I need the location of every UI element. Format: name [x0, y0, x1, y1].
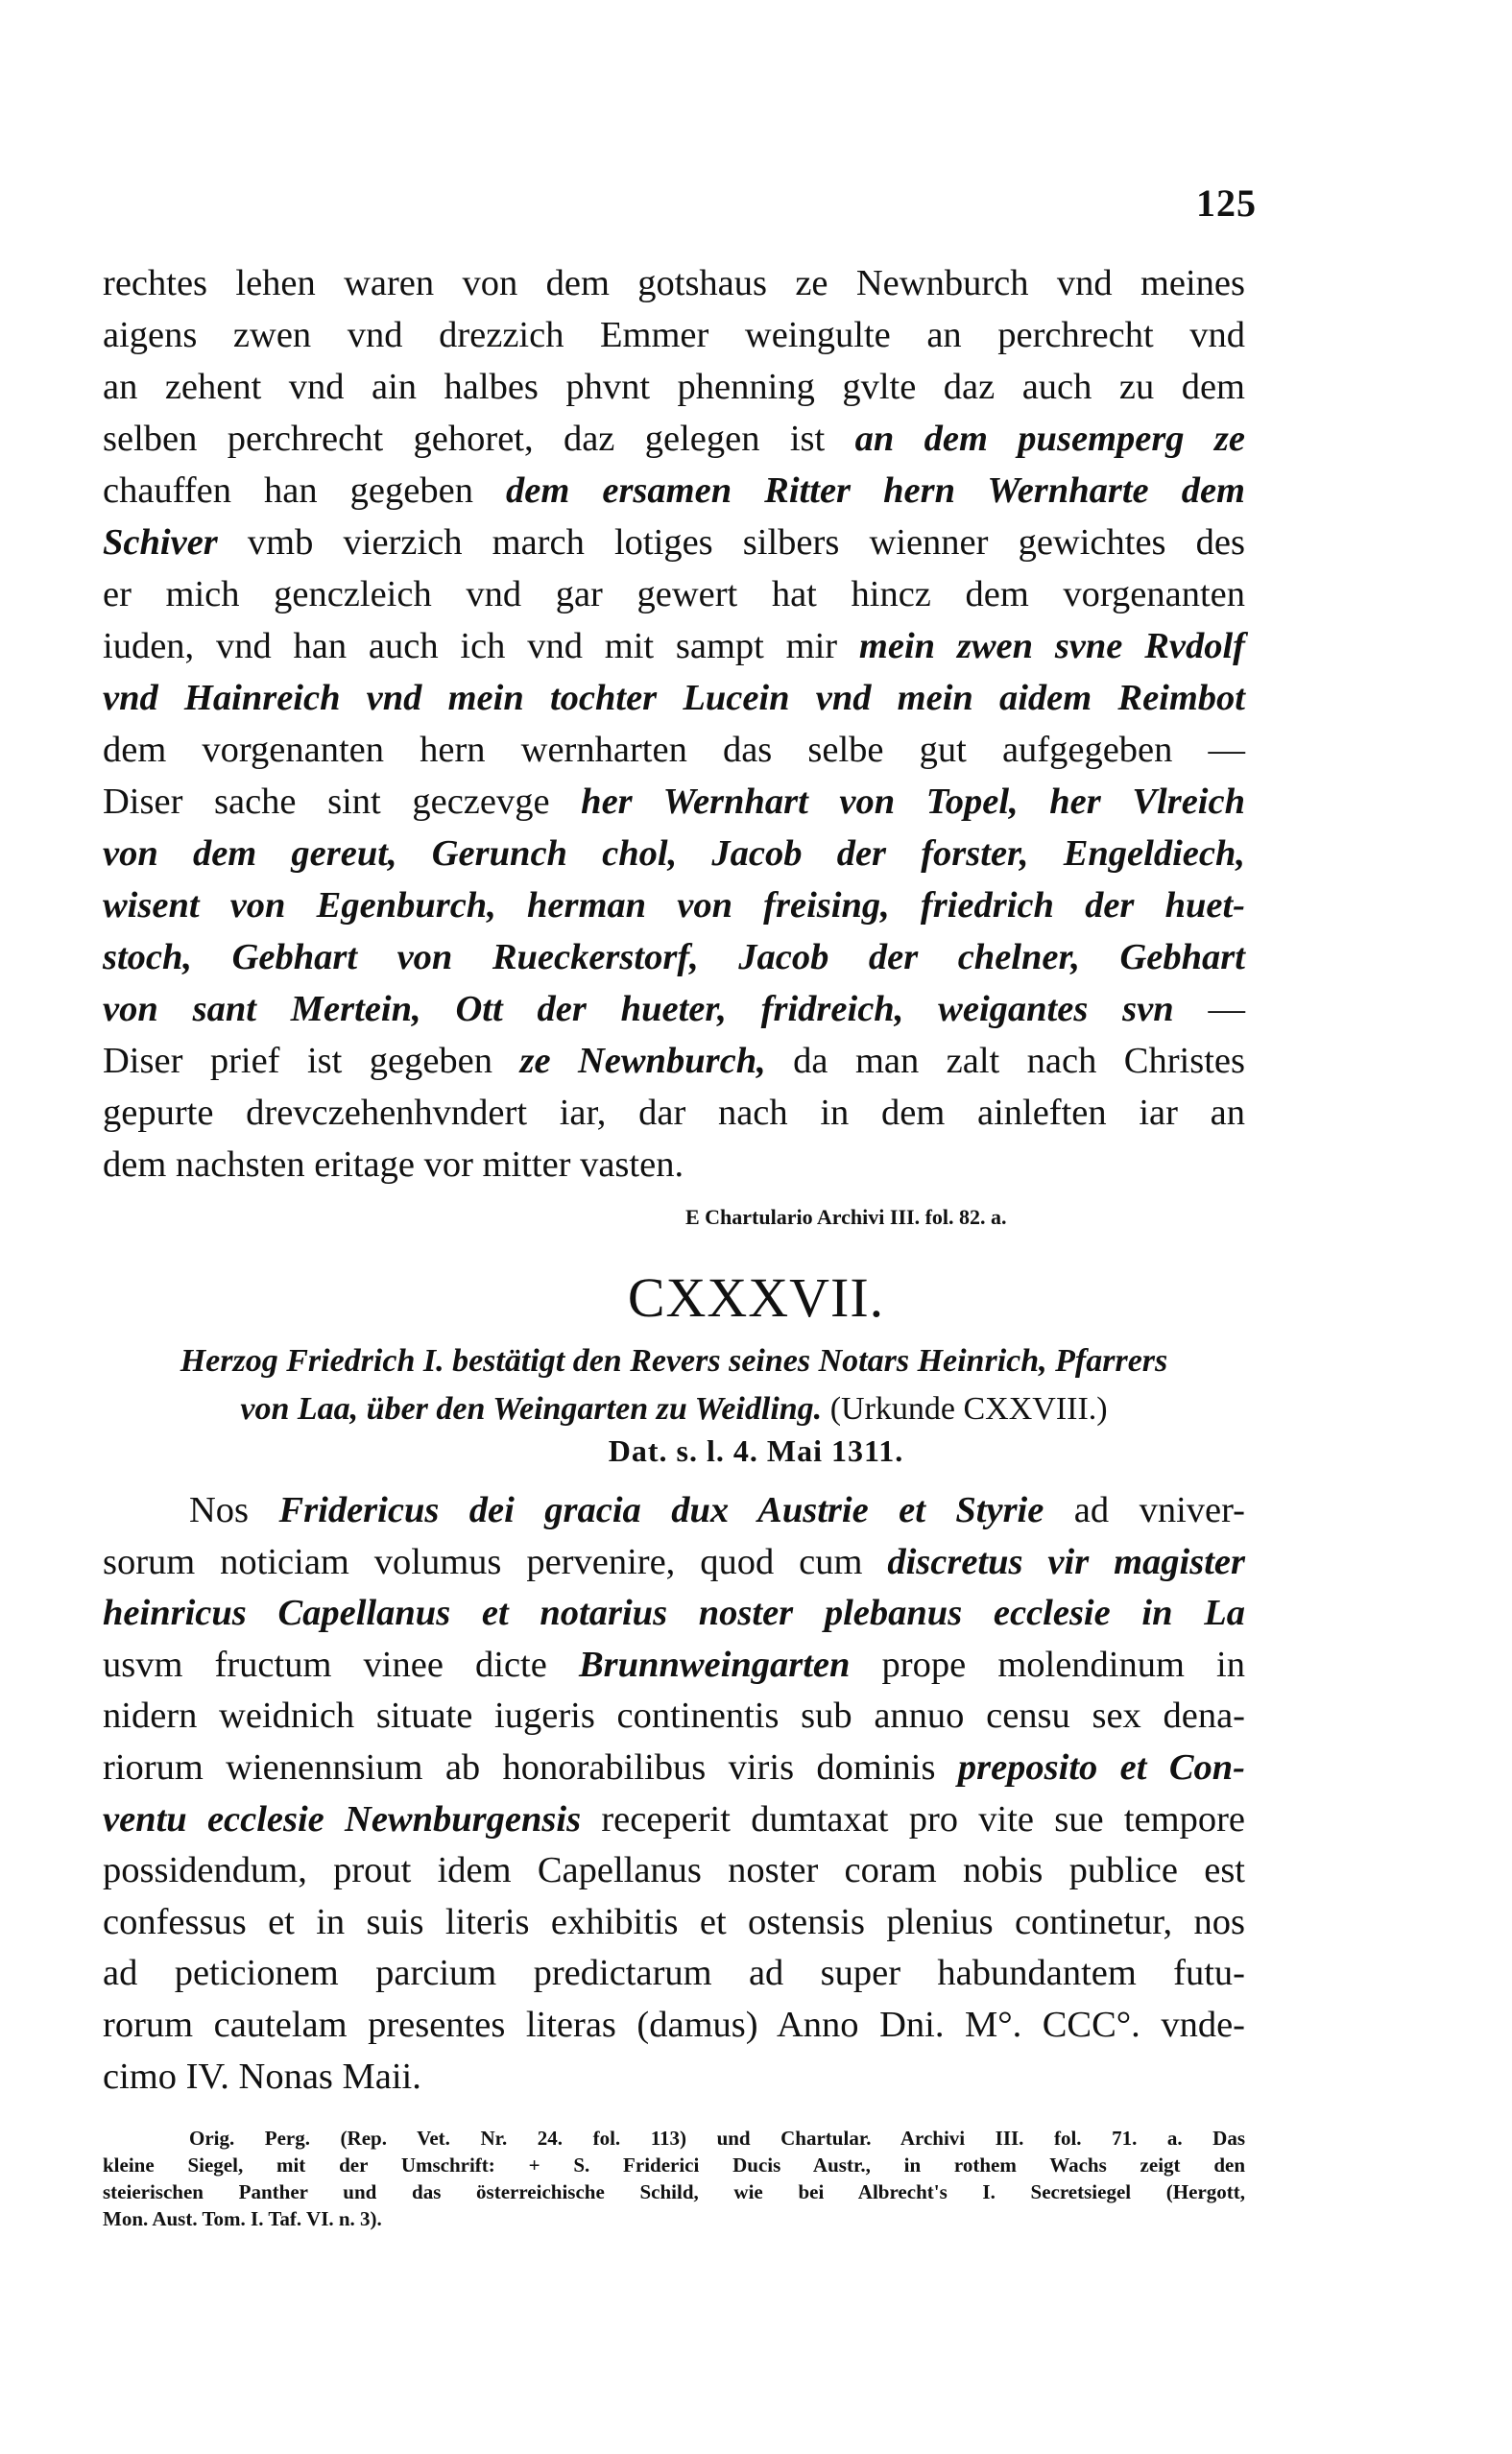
roman-text: prope molendinum in [850, 1644, 1245, 1685]
roman-text: riorum wienennsium ab honorabilibus viris dominis [103, 1746, 958, 1788]
roman-text: da man zalt nach Christes [765, 1041, 1245, 1081]
roman-text: rorum cautelam presentes literas (damus) Anno Dni. M°. CCC°. vnde- [103, 2004, 1245, 2045]
roman-text: ad vniver- [1044, 1490, 1245, 1530]
latin-text-line [103, 1845, 1245, 1897]
body-text-line [103, 828, 1245, 879]
roman-text: Diser prief ist gegeben [103, 1041, 520, 1081]
document-number: CXXXVII. [627, 1266, 885, 1329]
italic-text: dem ersamen Ritter hern Wernharte dem [506, 470, 1245, 511]
roman-text: receperit dumtaxat pro vite sue tempore [581, 1798, 1245, 1840]
heading-text-line [103, 1337, 1245, 1385]
roman-text: dem nachsten eritage vor mitter vasten. [103, 1144, 684, 1185]
roman-text: an zehent vnd ain halbes phvnt phenning gvlte daz auch zu dem [103, 367, 1245, 407]
italic-text: Fridericus dei gracia dux Austrie et Styrie [278, 1490, 1044, 1530]
roman-text: possidendum, prout idem Capellanus noster coram nobis publice est [103, 1850, 1245, 1891]
italic-text: Brunnweingarten [578, 1644, 851, 1685]
document-date: Dat. s. l. 4. Mai 1311. [608, 1433, 904, 1468]
italic-text: mein zwen svne Rvdolf [858, 626, 1245, 666]
body-text-line [103, 1035, 1245, 1087]
footnote-text-line: steierischen Panther und das österreichische Schild, wie bei Albrecht's I. Secretsiegel (Hergott, [103, 2180, 1245, 2203]
italic-text: discretus vir magister [887, 1541, 1245, 1582]
body-text-line [103, 879, 1245, 931]
body-text-line [103, 620, 1245, 672]
body-text-line [103, 413, 1245, 465]
page-number: 125 [1196, 181, 1257, 225]
footnote-text-line: Orig. Perg. (Rep. Vet. Nr. 24. fol. 113) und Chartular. Archivi III. fol. 71. a. Das [189, 2127, 1245, 2150]
body-text-line [103, 983, 1245, 1035]
italic-text: von dem gereut, Gerunch chol, Jacob der forster, Engeldiech, [103, 833, 1245, 874]
body-text-line [103, 724, 1245, 776]
italic-text: ze Newnburch, [519, 1041, 766, 1081]
roman-text: Nos [189, 1490, 279, 1530]
document-heading [103, 1337, 1245, 1433]
latin-text-line [103, 1691, 1245, 1743]
roman-text: chauffen han gegeben [103, 470, 507, 511]
body-text-line [103, 1139, 1245, 1191]
body-text-line [103, 361, 1245, 413]
italic-text: von sant Mertein, Ott der hueter, fridreich, weigantes svn [103, 989, 1174, 1029]
roman-text: confessus et in suis literis exhibitis et ostensis plenius continetur, nos [103, 1901, 1245, 1942]
roman-text: — [1173, 989, 1246, 1029]
latin-text-line [103, 1743, 1245, 1794]
latin-text-line [103, 1897, 1245, 1949]
italic-text: her Wernhart von Topel, her Vlreich [581, 782, 1245, 822]
body-text-line [103, 257, 1245, 309]
roman-text: Diser sache sint geczevge [103, 782, 582, 822]
italic-text: heinricus Capellanus et notarius noster plebanus ecclesie in La [103, 1593, 1245, 1634]
roman-text: ad peticionem parcium predictarum ad super habundantem futu- [103, 1953, 1245, 1994]
italic-text: vnd Hainreich vnd mein tochter Lucein vnd mein aidem Reimbot [103, 678, 1245, 718]
latin-text-line [103, 2052, 1245, 2104]
roman-text: rechtes lehen waren von dem gotshaus ze Newnburch vnd meines [103, 263, 1245, 303]
footnote [103, 2125, 1245, 2232]
latin-text-line [103, 1640, 1245, 1692]
roman-text: vmb vierzich march lotiges silbers wienner gewichtes des [217, 522, 1245, 563]
source-reference: E Chartulario Archivi III. fol. 82. a. [685, 1205, 1007, 1229]
latin-text-line [103, 1485, 1245, 1537]
body-text-line [103, 776, 1245, 828]
roman-text: dem vorgenanten hern wernharten das selbe gut aufgegeben — [103, 730, 1245, 770]
body-text-line [103, 517, 1245, 568]
roman-text: gepurte drevczehenhvndert iar, dar nach in dem ainleften iar an [103, 1093, 1245, 1133]
latin-text-line [103, 1794, 1245, 1846]
charter-text-latin [103, 1485, 1245, 2103]
roman-text: er mich genczleich vnd gar gewert hat hincz dem vorgenanten [103, 574, 1245, 614]
latin-text-line [103, 2000, 1245, 2052]
roman-text: iuden, vnd han auch ich vnd mit sampt mir [103, 626, 859, 666]
roman-text: selben perchrecht gehoret, daz gelegen ist [103, 419, 855, 459]
charter-text-german [103, 257, 1245, 1191]
italic-text: wisent von Egenburch, herman von freising, friedrich der huet- [103, 885, 1245, 926]
body-text-line [103, 465, 1245, 517]
body-text-line [103, 309, 1245, 361]
italic-text: von Laa, über den Weingarten zu Weidling. [240, 1391, 823, 1427]
italic-text: stoch, Gebhart von Rueckerstorf, Jacob der chelner, Gebhart [103, 937, 1245, 977]
roman-text: sorum noticiam volumus pervenire, quod cum [103, 1541, 888, 1582]
body-text-line [103, 931, 1245, 983]
latin-text-line [103, 1588, 1245, 1640]
roman-text: cimo IV. Nonas Maii. [103, 2056, 421, 2097]
roman-text: (Urkunde CXXVIII.) [822, 1391, 1108, 1427]
roman-text: nidern weidnich situate iugeris continentis sub annuo censu sex dena- [103, 1696, 1245, 1737]
italic-text: Schiver [103, 522, 218, 563]
body-text-line [103, 1087, 1245, 1139]
heading-text-line [103, 1385, 1245, 1433]
italic-text: an dem pusemperg ze [854, 419, 1245, 459]
italic-text: ventu ecclesie Newnburgensis [103, 1798, 582, 1840]
italic-text: preposito et Con- [957, 1746, 1245, 1788]
italic-text: Herzog Friedrich I. bestätigt den Revers seines Notars Heinrich, Pfarrers [180, 1343, 1168, 1379]
latin-text-line [103, 1537, 1245, 1589]
roman-text: aigens zwen vnd drezzich Emmer weingulte an perchrecht vnd [103, 315, 1245, 355]
roman-text: usvm fructum vinee dicte [103, 1644, 579, 1685]
footnote-text-line: Mon. Aust. Tom. I. Taf. VI. n. 3). [103, 2207, 382, 2230]
body-text-line [103, 672, 1245, 724]
footnote-text-line: kleine Siegel, mit der Umschrift: + S. Friderici Ducis Austr., in rothem Wachs zeigt den [103, 2153, 1245, 2177]
body-text-line [103, 568, 1245, 620]
latin-text-line [103, 1948, 1245, 2000]
